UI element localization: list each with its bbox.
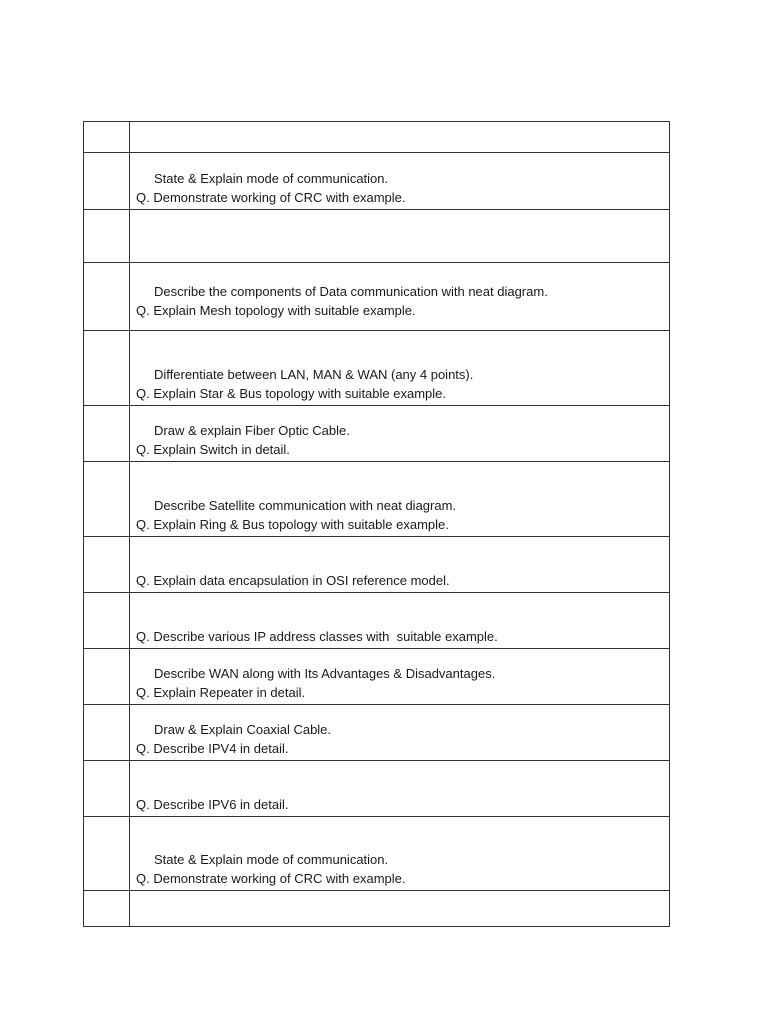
question-cell — [130, 817, 670, 891]
question-cell — [130, 593, 670, 649]
table-row — [84, 122, 670, 153]
question-description: Describe WAN along with Its Advantages & Disadvantages. — [154, 666, 496, 681]
question-text: Q. Explain Switch in detail. — [136, 442, 290, 457]
table-row — [84, 761, 670, 817]
question-cell — [130, 263, 670, 331]
question-cell — [130, 122, 670, 153]
number-cell — [84, 891, 130, 927]
question-text: Q. Explain Star & Bus topology with suitable example. — [136, 386, 446, 401]
question-text: Q. Describe various IP address classes with suitable example. — [136, 629, 498, 644]
table-row — [84, 817, 670, 891]
number-cell — [84, 705, 130, 761]
question-description: Draw & Explain Coaxial Cable. — [154, 722, 332, 737]
question-cell — [130, 331, 670, 406]
number-cell — [84, 593, 130, 649]
question-description: Draw & explain Fiber Optic Cable. — [154, 423, 350, 438]
number-cell — [84, 761, 130, 817]
question-text: Q. Explain Mesh topology with suitable example. — [136, 303, 416, 318]
question-description: State & Explain mode of communication. — [154, 852, 389, 867]
table-row — [84, 153, 670, 210]
number-cell — [84, 462, 130, 537]
question-text: Q. Explain Repeater in detail. — [136, 685, 306, 700]
question-cell — [130, 406, 670, 462]
question-description: Describe Satellite communication with neat diagram. — [154, 498, 457, 513]
question-cell — [130, 649, 670, 705]
table-row — [84, 649, 670, 705]
number-cell — [84, 210, 130, 263]
number-cell — [84, 331, 130, 406]
table-row — [84, 210, 670, 263]
number-cell — [84, 122, 130, 153]
question-description: State & Explain mode of communication. — [154, 171, 389, 186]
question-table — [83, 121, 670, 927]
table-row — [84, 263, 670, 331]
question-text: Q. Explain data encapsulation in OSI reference model. — [136, 573, 450, 588]
question-cell — [130, 761, 670, 817]
table-row — [84, 331, 670, 406]
question-cell — [130, 153, 670, 210]
question-description: Describe the components of Data communication with neat diagram. — [154, 284, 548, 299]
table-row — [84, 705, 670, 761]
question-text: Q. Explain Ring & Bus topology with suitable example. — [136, 517, 449, 532]
question-cell — [130, 210, 670, 263]
number-cell — [84, 406, 130, 462]
table-row — [84, 537, 670, 593]
question-text: Q. Describe IPV6 in detail. — [136, 797, 289, 812]
table-row — [84, 891, 670, 927]
question-cell — [130, 891, 670, 927]
table-row — [84, 593, 670, 649]
question-description: Differentiate between LAN, MAN & WAN (any 4 points). — [154, 367, 474, 382]
number-cell — [84, 537, 130, 593]
table-row — [84, 462, 670, 537]
number-cell — [84, 153, 130, 210]
question-text: Q. Describe IPV4 in detail. — [136, 741, 289, 756]
question-cell — [130, 537, 670, 593]
question-cell — [130, 462, 670, 537]
question-text: Q. Demonstrate working of CRC with example. — [136, 190, 406, 205]
number-cell — [84, 263, 130, 331]
question-text: Q. Demonstrate working of CRC with example. — [136, 871, 406, 886]
number-cell — [84, 817, 130, 891]
question-cell — [130, 705, 670, 761]
table-row — [84, 406, 670, 462]
number-cell — [84, 649, 130, 705]
